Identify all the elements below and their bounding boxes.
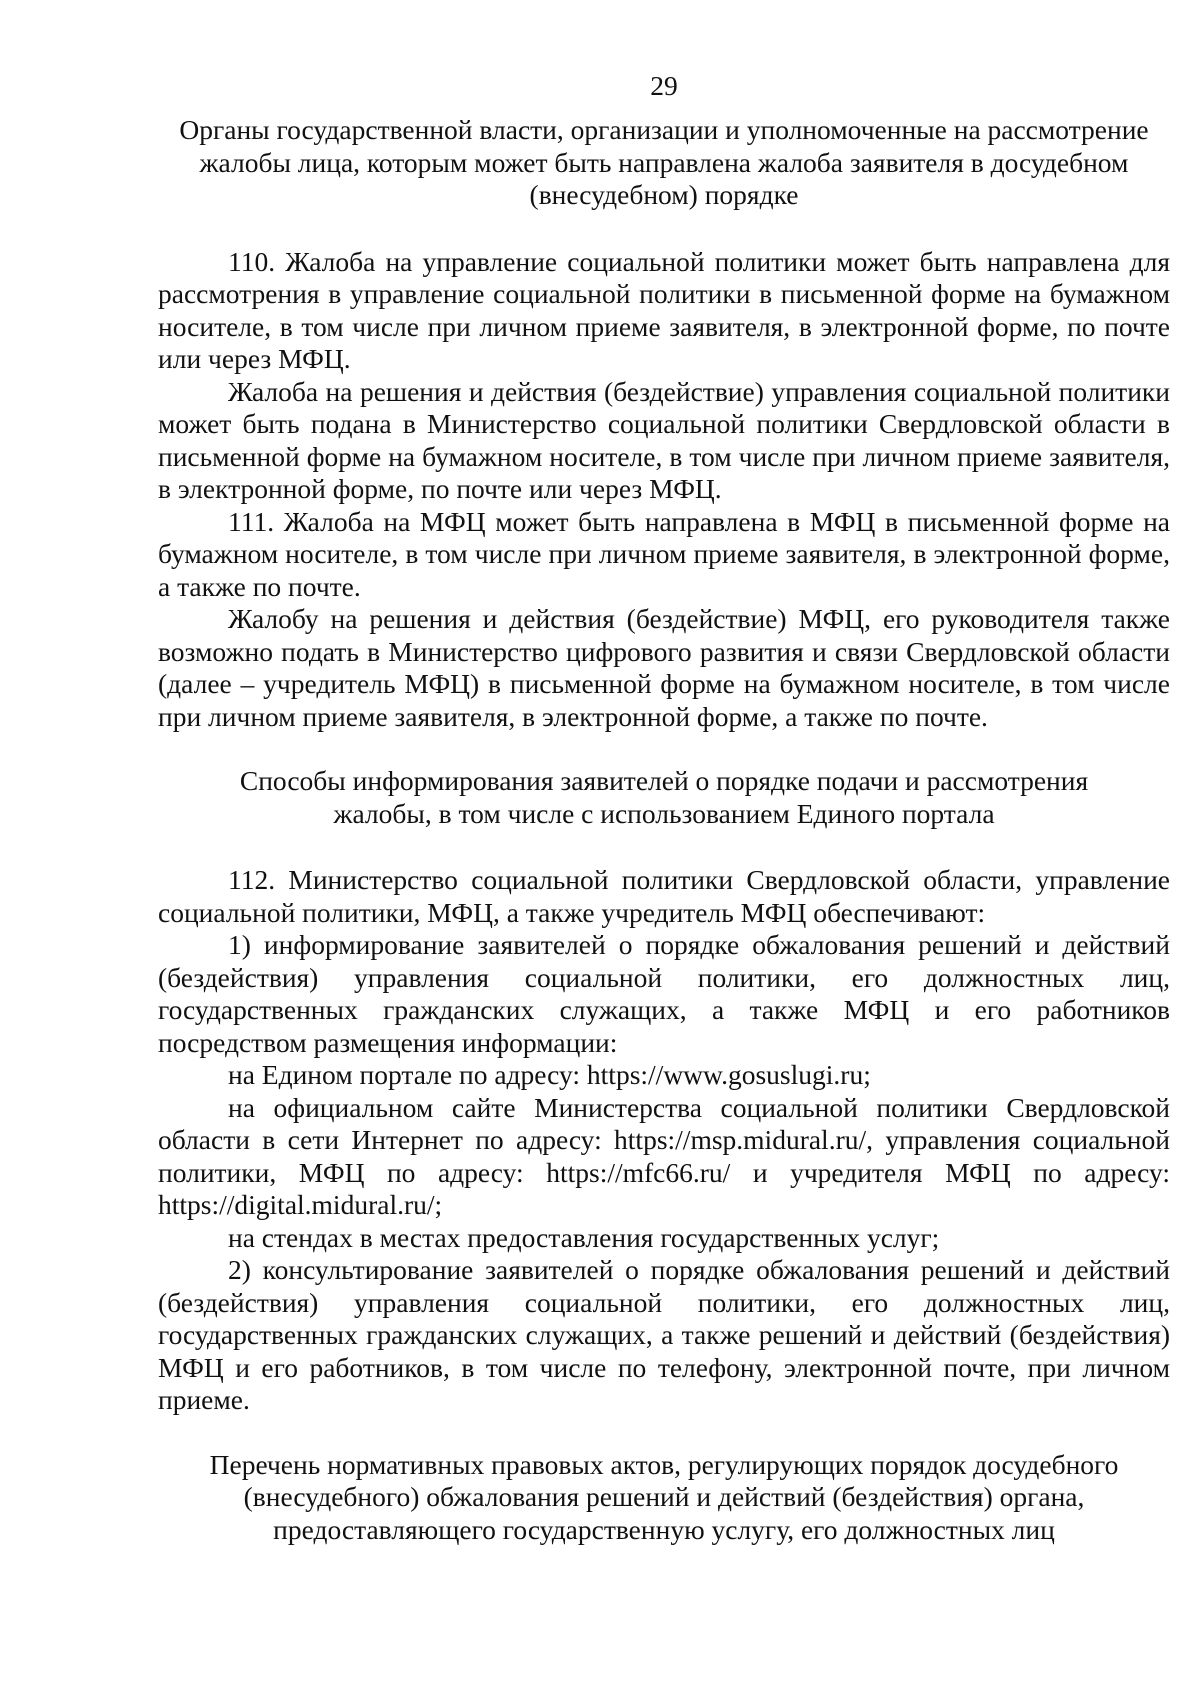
section-heading-regulatory-acts: Перечень нормативных правовых актов, регулирующих порядок досудебного (внесудебного) обжалования решений и действий (бездействия) органа, предоставляющего государственную услугу, его должностных лиц	[209, 1448, 1119, 1545]
paragraph-112-official-sites: на официальном сайте Министерства социальной политики Свердловской области в сети Интернет по адресу: https://msp.midural.ru/, управления социальной политики, МФЦ по адресу: https://mfc66.ru/ и учредителя МФЦ по адресу: https://digital.midural.ru/;	[158, 1091, 1170, 1220]
paragraph-112-gosuslugi: на Едином портале по адресу: https://www.gosuslugi.ru;	[228, 1059, 871, 1090]
paragraph-112-item-2: 2) консультирование заявителей о порядке обжалования решений и действий (бездействия) управления социальной политики, его должностных лиц, государственных гражданских служащих, а также решений и действий (бездействия) МФЦ и его работников, в том числе по телефону, электронной почте, при личном приеме.	[158, 1254, 1170, 1415]
paragraph-110-ministry: Жалоба на решения и действия (бездействие) управления социальной политики может быть подана в Министерство социальной политики Свердловской области в письменной форме на бумажном носителе, в том числе при личном приеме заявителя, в электронной форме, по почте или через МФЦ.	[158, 375, 1170, 504]
page-number: 29	[650, 70, 678, 101]
paragraph-110: 110. Жалоба на управление социальной политики может быть направлена для рассмотрения в управление социальной политики в письменной форме на бумажном носителе, в том числе при личном приеме заявителя, в электронной форме, по почте или через МФЦ.	[158, 245, 1170, 374]
paragraph-111: 111. Жалоба на МФЦ может быть направлена в МФЦ в письменной форме на бумажном носителе, в том числе при личном приеме заявителя, в электронной форме, а также по почте.	[158, 505, 1170, 602]
document-page	[158, 70, 1170, 1546]
section-heading-informing-methods: Способы информирования заявителей о порядке подачи и рассмотрения жалобы, в том числе с использованием Единого портала	[239, 765, 1089, 829]
paragraph-112-stands: на стендах в местах предоставления государственных услуг;	[228, 1221, 940, 1253]
paragraph-112-item-1: 1) информирование заявителей о порядке обжалования решений и действий (бездействия) управления социальной политики, его должностных лиц, государственных гражданских служащих, а также МФЦ и его работников посредством размещения информации:	[158, 929, 1170, 1058]
paragraph-112: 112. Министерство социальной политики Свердловской области, управление социальной политики, МФЦ, а также учредитель МФЦ обеспечивают:	[158, 864, 1170, 928]
section-heading-complaint-bodies: Органы государственной власти, организации и уполномоченные на рассмотрение жалобы лица, которым может быть направлена жалоба заявителя в досудебном (внесудебном) порядке	[179, 114, 1149, 210]
paragraph-111-founder: Жалобу на решения и действия (бездействие) МФЦ, его руководителя также возможно подать в Министерство цифрового развития и связи Свердловской области (далее – учредитель МФЦ) в письменной форме на бумажном носителе, в том числе при личном приеме заявителя, в электронной форме, а также по почте.	[158, 603, 1170, 732]
